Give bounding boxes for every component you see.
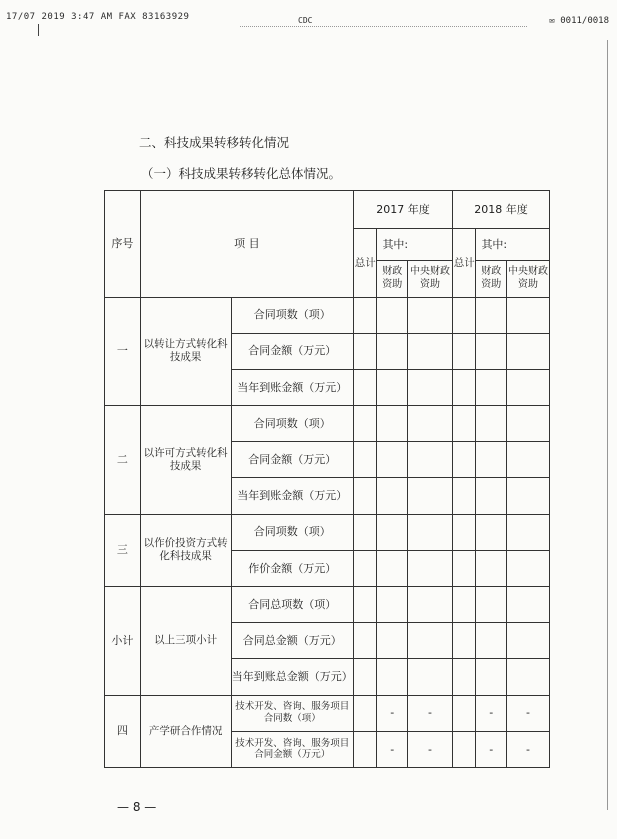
cell — [377, 333, 408, 369]
dash-cell: - — [507, 695, 550, 731]
cell — [408, 369, 453, 405]
cell — [408, 333, 453, 369]
row-category: 产学研合作情况 — [140, 695, 231, 767]
cell — [353, 623, 376, 659]
cell — [507, 587, 550, 623]
cell — [353, 406, 376, 442]
header-total-2018: 总计 — [452, 229, 475, 297]
header-total-2017: 总计 — [353, 229, 376, 297]
dash-cell: - — [377, 695, 408, 731]
row-index: 四 — [105, 695, 141, 767]
row-item: 当年到账金额（万元） — [231, 478, 353, 514]
cell — [377, 442, 408, 478]
cell — [408, 442, 453, 478]
cell — [452, 478, 475, 514]
cell — [452, 514, 475, 550]
header-item: 项 目 — [140, 191, 353, 298]
cell — [476, 587, 507, 623]
cell — [377, 478, 408, 514]
cell — [452, 731, 475, 767]
page-number: — 8 — — [117, 800, 157, 814]
cell — [476, 369, 507, 405]
cell — [452, 442, 475, 478]
row-item: 合同金额（万元） — [231, 442, 353, 478]
row-item: 技术开发、咨询、服务项目合同金额（万元） — [231, 731, 353, 767]
cell — [408, 550, 453, 586]
cell — [476, 406, 507, 442]
row-item: 当年到账总金额（万元） — [231, 659, 353, 695]
cell — [377, 406, 408, 442]
header-fiscal-2017: 财政资助 — [377, 261, 408, 297]
cell — [353, 442, 376, 478]
cell — [353, 369, 376, 405]
cell — [377, 659, 408, 695]
cell — [452, 369, 475, 405]
cell — [476, 623, 507, 659]
sub-title: （一）科技成果转移转化总体情况。 — [141, 166, 342, 181]
cell — [507, 442, 550, 478]
fax-header — [0, 10, 617, 26]
row-item: 合同项数（项） — [231, 514, 353, 550]
cell — [408, 514, 453, 550]
dash-cell: - — [507, 731, 550, 767]
header-year-2017: 2017 年度 — [353, 191, 452, 229]
row-item: 作价金额（万元） — [231, 550, 353, 586]
cell — [507, 406, 550, 442]
row-index: 小计 — [105, 587, 141, 696]
row-item: 合同项数（项） — [231, 297, 353, 333]
header-among-2018: 其中: — [476, 229, 550, 261]
cell — [452, 297, 475, 333]
cell — [452, 695, 475, 731]
cell — [353, 333, 376, 369]
row-category: 以作价投资方式转化科技成果 — [140, 514, 231, 586]
cell — [452, 623, 475, 659]
dash-cell: - — [408, 695, 453, 731]
cell — [476, 333, 507, 369]
cell — [507, 514, 550, 550]
row-index: 一 — [105, 297, 141, 406]
cell — [353, 659, 376, 695]
header-index: 序号 — [105, 191, 141, 298]
cell — [507, 659, 550, 695]
row-item: 技术开发、咨询、服务项目合同数（项） — [231, 695, 353, 731]
fax-header-right: ✉ 0011/0018 — [549, 16, 609, 26]
dash-cell: - — [377, 731, 408, 767]
cell — [408, 623, 453, 659]
cell — [377, 550, 408, 586]
cell — [377, 514, 408, 550]
cell — [507, 297, 550, 333]
row-index: 二 — [105, 406, 141, 515]
cell — [353, 514, 376, 550]
header-year-2018: 2018 年度 — [452, 191, 549, 229]
cell — [377, 587, 408, 623]
header-fiscal-2018: 财政资助 — [476, 261, 507, 297]
cell — [476, 514, 507, 550]
dash-cell: - — [476, 695, 507, 731]
cell — [507, 333, 550, 369]
header-central-2018: 中央财政资助 — [507, 261, 550, 297]
cell — [452, 550, 475, 586]
cell — [476, 659, 507, 695]
cell — [377, 369, 408, 405]
cell — [377, 623, 408, 659]
header-among-2017: 其中: — [377, 229, 453, 261]
fax-header-left: 17/07 2019 3:47 AM FAX 83163929 — [6, 12, 190, 22]
row-item: 合同总金额（万元） — [231, 623, 353, 659]
cell — [476, 550, 507, 586]
cell — [507, 550, 550, 586]
fax-header-dotted-line — [240, 26, 527, 27]
cell — [353, 587, 376, 623]
dash-cell: - — [476, 731, 507, 767]
scan-edge-line — [607, 40, 608, 810]
cell — [476, 442, 507, 478]
section-title: 二、科技成果转移转化情况 — [139, 135, 290, 150]
fax-header-mid: CDC — [298, 16, 313, 25]
row-item: 当年到账金额（万元） — [231, 369, 353, 405]
cell — [408, 587, 453, 623]
cell — [377, 297, 408, 333]
cell — [452, 333, 475, 369]
cell — [507, 369, 550, 405]
cell — [507, 478, 550, 514]
cell — [452, 587, 475, 623]
cell — [353, 731, 376, 767]
cell — [408, 478, 453, 514]
row-category: 以上三项小计 — [140, 587, 231, 696]
cell — [476, 297, 507, 333]
row-category: 以转让方式转化科技成果 — [140, 297, 231, 406]
fax-mark — [38, 24, 39, 36]
cell — [408, 406, 453, 442]
transfer-table — [104, 190, 550, 768]
cell — [353, 550, 376, 586]
cell — [507, 623, 550, 659]
row-item: 合同总项数（项） — [231, 587, 353, 623]
cell — [476, 478, 507, 514]
cell — [353, 297, 376, 333]
cell — [452, 406, 475, 442]
cell — [353, 695, 376, 731]
row-item: 合同金额（万元） — [231, 333, 353, 369]
row-category: 以许可方式转化科技成果 — [140, 406, 231, 515]
cell — [408, 659, 453, 695]
header-central-2017: 中央财政资助 — [408, 261, 453, 297]
cell — [408, 297, 453, 333]
row-item: 合同项数（项） — [231, 406, 353, 442]
cell — [353, 478, 376, 514]
cell — [452, 659, 475, 695]
row-index: 三 — [105, 514, 141, 586]
dash-cell: - — [408, 731, 453, 767]
